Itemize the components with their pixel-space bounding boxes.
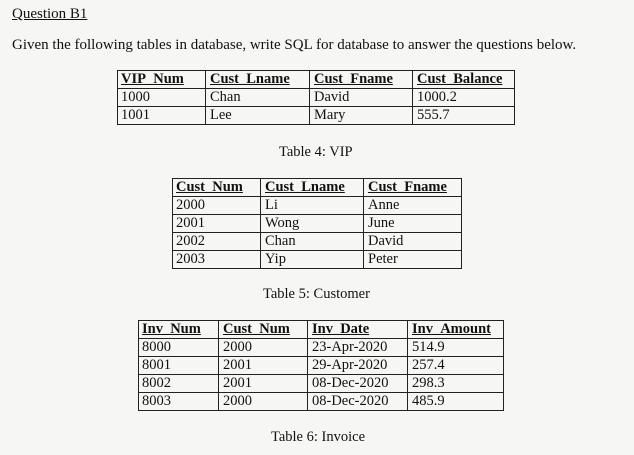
table-cell: Peter (364, 251, 462, 269)
table-row (139, 375, 504, 393)
table-cell: 1000 (118, 89, 206, 107)
table-cell: 8001 (139, 357, 219, 375)
table-cell: 1001 (118, 107, 206, 125)
table-cell: Wong (261, 215, 364, 233)
table-cell: 555.7 (413, 107, 515, 125)
table-cell: 2001 (219, 357, 308, 375)
column-header: Cust_Fname (364, 179, 462, 197)
table-row (173, 233, 462, 251)
table-cell: 8003 (139, 393, 219, 411)
column-header: Cust_Fname (310, 71, 413, 89)
table-row (118, 107, 515, 125)
table-cell: Anne (364, 197, 462, 215)
question-heading: Question B1 (12, 6, 88, 22)
table-cell: 2000 (173, 197, 261, 215)
table-cell: 2000 (219, 393, 308, 411)
table-header-row (173, 179, 462, 197)
table-cell: Mary (310, 107, 413, 125)
table-cell: June (364, 215, 462, 233)
invoice-table-caption: Table 6: Invoice (271, 429, 366, 445)
invoice-table (138, 320, 504, 411)
table-cell: 2003 (173, 251, 261, 269)
vip-table-caption: Table 4: VIP (279, 144, 353, 160)
table-cell: 485.9 (408, 393, 504, 411)
table-cell: 08-Dec-2020 (308, 393, 408, 411)
table-cell: 29-Apr-2020 (308, 357, 408, 375)
table-cell: 2001 (219, 375, 308, 393)
table-cell: David (364, 233, 462, 251)
column-header: VIP_Num (118, 71, 206, 89)
table-cell: Chan (261, 233, 364, 251)
table-row (139, 357, 504, 375)
column-header: Cust_Lname (261, 179, 364, 197)
question-intro: Given the following tables in database, write SQL for database to answer the questions below. (12, 37, 577, 53)
table-cell: 298.3 (408, 375, 504, 393)
table-cell: 8002 (139, 375, 219, 393)
table-cell: 08-Dec-2020 (308, 375, 408, 393)
column-header: Cust_Num (219, 321, 308, 339)
customer-table-caption: Table 5: Customer (263, 286, 370, 302)
table-cell: 514.9 (408, 339, 504, 357)
table-cell: 257.4 (408, 357, 504, 375)
table-row (139, 339, 504, 357)
table-row (173, 215, 462, 233)
table-row (173, 251, 462, 269)
vip-table (117, 70, 515, 125)
table-cell: 2002 (173, 233, 261, 251)
column-header: Cust_Lname (206, 71, 310, 89)
table-row (139, 393, 504, 411)
table-cell: Chan (206, 89, 310, 107)
table-cell: Lee (206, 107, 310, 125)
table-cell: 2001 (173, 215, 261, 233)
column-header: Inv_Num (139, 321, 219, 339)
table-cell: 8000 (139, 339, 219, 357)
table-cell: David (310, 89, 413, 107)
table-row (118, 89, 515, 107)
column-header: Cust_Balance (413, 71, 515, 89)
table-header-row (139, 321, 504, 339)
table-header-row (118, 71, 515, 89)
customer-table (172, 178, 462, 269)
table-cell: Li (261, 197, 364, 215)
table-cell: 2000 (219, 339, 308, 357)
table-cell: 23-Apr-2020 (308, 339, 408, 357)
column-header: Inv_Amount (408, 321, 504, 339)
column-header: Inv_Date (308, 321, 408, 339)
column-header: Cust_Num (173, 179, 261, 197)
table-cell: 1000.2 (413, 89, 515, 107)
table-cell: Yip (261, 251, 364, 269)
table-row (173, 197, 462, 215)
